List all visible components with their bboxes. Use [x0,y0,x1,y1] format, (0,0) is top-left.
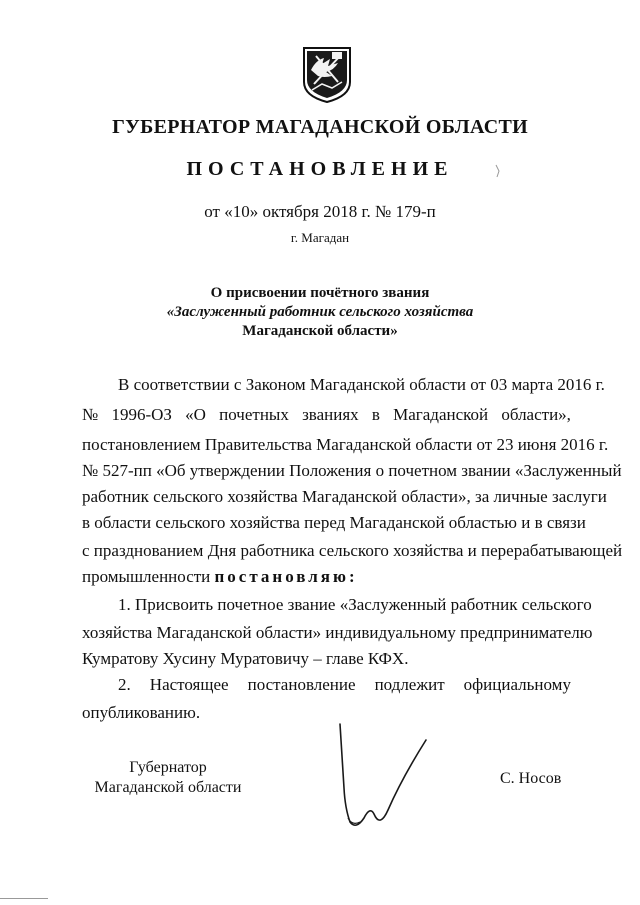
item-1-line: 1. Присвоить почетное звание «Заслуженный работник сельского [118,595,592,614]
document-type: ПОСТАНОВЛЕНИЕ [186,158,454,180]
item-2-word: официальному [463,675,571,694]
item-2-word: подлежит [374,675,445,694]
subject-line-3: Магаданской области» [242,323,398,339]
body-line: № 527-пп «Об утверждении Положения о почетном звании «Заслуженный [82,461,622,480]
item-2-line: опубликованию. [82,703,201,722]
document-city: г. Магадан [290,230,350,245]
item-2-word: постановление [247,675,356,694]
item-2-word: Настоящее [149,675,229,694]
body-line [82,404,571,426]
body-line: В соответствии с Законом Магаданской области от 03 марта 2016 г. [118,375,605,394]
signer-name: С. Носов [500,770,562,787]
item-1-line: Кумратову Хусину Муратовичу – главе КФХ. [82,649,409,668]
body-text: промышленности [82,567,211,586]
body-word: Магаданской [393,405,489,424]
body-word: № [82,405,99,424]
signer-position-line-2: Магаданской области [94,779,242,796]
body-word: 1996-ОЗ [111,405,172,424]
document-subject [60,284,580,341]
body-word: в [371,405,380,424]
coat-of-arms-emblem [302,46,352,104]
signer-position [88,758,248,798]
body-word: области», [501,405,571,424]
scan-mark [494,164,502,178]
signer-position-line-1: Губернатор [129,759,207,776]
document-date-number: от «10» октября 2018 г. № 179-п [204,202,436,221]
item-1-line: хозяйства Магаданской области» индивидуальному предпринимателю [82,623,593,642]
body-line: работник сельского хозяйства Магаданской области», за личные заслуги [82,487,607,506]
body-line: с празднованием Дня работника сельского хозяйства и перерабатывающей [82,541,623,560]
body-line: постановлением Правительства Магаданской области от 23 июня 2016 г. [82,435,609,454]
handwritten-signature [330,718,440,838]
body-word: «О [185,405,206,424]
subject-line-2: «Заслуженный работник сельского хозяйства [166,304,474,320]
body-line: в области сельского хозяйства перед Магаданской областью и в связи [82,513,586,532]
item-2-line [118,674,571,696]
governor-title: ГУБЕРНАТОР МАГАДАНСКОЙ ОБЛАСТИ [112,116,528,138]
body-word: почетных [219,405,289,424]
subject-line-1: О присвоении почётного звания [210,285,430,301]
item-2-word: 2. [118,675,131,694]
page-edge-rule [0,898,48,899]
body-line [82,566,571,588]
body-word: званиях [302,405,359,424]
resolution-word: постановляю: [214,567,358,586]
